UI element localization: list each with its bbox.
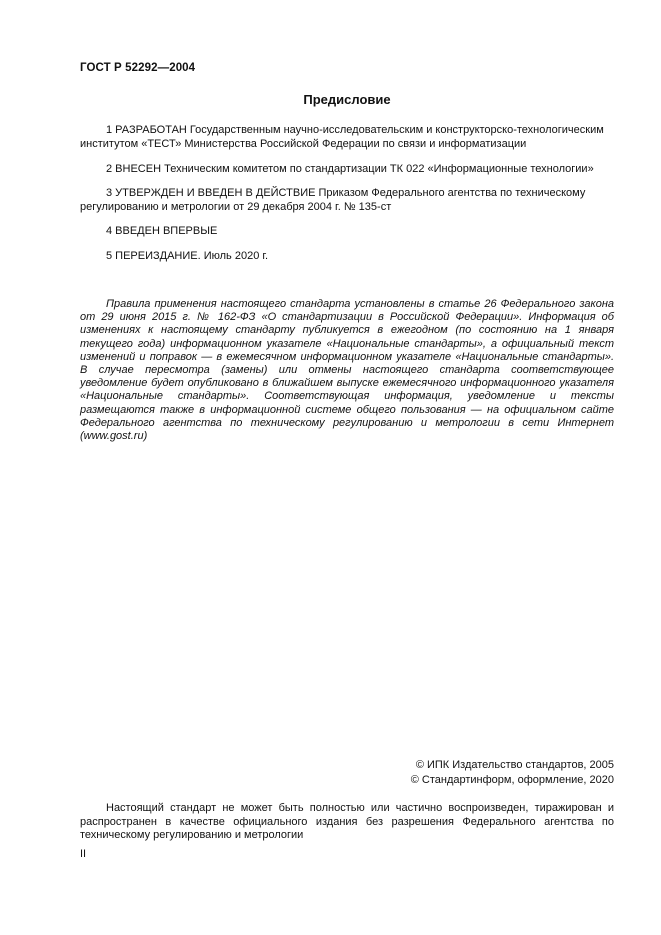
standard-application-notice: Правила применения настоящего стандарта установлены в статье 26 Федерального закона от 29 июня 2015 г. № 162-ФЗ «О стандартизации в Российской Федерации». Информация об изменениях к настоящему стандарту публикуется в ежегодном (по состоянию на 1 января текущего года) информационном указателе «Национальные стандарты», а официальный текст изменений и поправок — в ежемесячном информационном указателе «Национальные стандарты». В случае пересмотра (замены) или отмены настоящего стандарта соответствующее уведомление будет опубликовано в ближайшем выпуске ежемесячного информационного указателя «Национальные стандарты». Соответствующая информация, уведомление и тексты размещаются также в информационной системе общего пользования — на официальном сайте Федерального агентства по техническому регулированию и метрологии в сети Интернет (www.gost.ru) [80, 298, 614, 443]
item-lead: 4 ВВЕДЕН ВПЕРВЫЕ [106, 225, 218, 237]
page-number: II [80, 848, 87, 860]
item-text: Государственным научно-исследовательским и конструкторско-технологическим институтом «ТЕСТ» Министерства Российской Федерации по связи и информатизации [80, 124, 604, 150]
item-text: Техническим комитетом по стандартизации ТК 022 «Информационные технологии» [161, 163, 594, 175]
preface-item-5 [80, 250, 614, 264]
item-lead: 3 УТВЕРЖДЕН И ВВЕДЕН В ДЕЙСТВИЕ [106, 187, 316, 199]
copyright-line-1: © ИПК Издательство стандартов, 2005 [415, 759, 614, 771]
item-lead: 5 ПЕРЕИЗДАНИЕ. [106, 250, 201, 262]
page-title: Предисловие [303, 92, 391, 107]
item-lead: 2 ВНЕСЕН [106, 163, 162, 175]
reproduction-restriction-notice: Настоящий стандарт не может быть полностью или частично воспроизведен, тиражирован и распространен в качестве официального издания без разрешения Федерального агентства по техническому регулированию и метрологии [80, 802, 614, 841]
item-text: Июль 2020 г. [200, 250, 269, 262]
preface-item-3 [80, 187, 614, 214]
preface-item-2 [80, 163, 614, 177]
preface-item-1 [80, 124, 614, 151]
item-text: Приказом Федерального агентства по техническому регулированию и метрологии от 29 декабря 2004 г. № 135-ст [80, 187, 586, 213]
standard-code-header: ГОСТ Р 52292—2004 [80, 62, 196, 74]
preface-item-4 [80, 225, 614, 239]
item-lead: 1 РАЗРАБОТАН [106, 124, 187, 136]
copyright-line-2: © Стандартинформ, оформление, 2020 [410, 774, 614, 786]
